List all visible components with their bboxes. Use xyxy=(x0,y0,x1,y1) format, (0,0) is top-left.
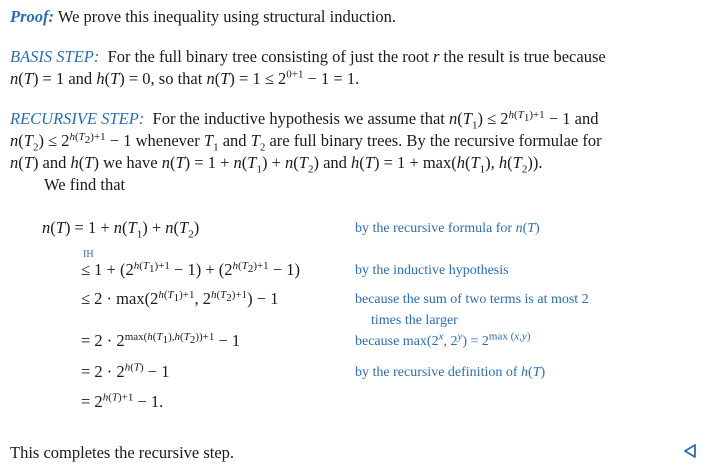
recursive-formulae: n(T) and h(T) we have $n(T) = 1 + n(T_1) + n(T_2)$ and $h(T) = 1 + \max(h(T_1)$, $h(T_2)$). xyxy=(10,153,543,176)
proof-intro xyxy=(10,6,700,28)
conclusion-text: This completes the recursive step. xyxy=(10,443,235,462)
basis-step-label: BASIS STEP: xyxy=(10,47,100,66)
derivation-step-5 xyxy=(0,362,720,384)
recursive-step xyxy=(10,108,700,196)
justification-5: by the recursive definition of h(T) xyxy=(355,365,546,380)
recursive-step-label: RECURSIVE STEP: xyxy=(10,109,145,128)
justification-1: by the recursive formula for n(T) xyxy=(355,221,540,236)
basis-step-text-end: the result is true because xyxy=(443,47,606,66)
recursive-step-text: For the inductive hypothesis we assume that xyxy=(152,109,445,128)
derivation-lhs-4: = $2 \cdot 2^{max(h(T_1),h(T_2))+1} - 1$ xyxy=(81,330,241,350)
root-symbol: r xyxy=(432,47,440,66)
justification-4: because max(2$^x$, $2^y) = 2^{max (x,y)}$ xyxy=(355,330,531,349)
justification-3: because the sum of two terms is at most 2 xyxy=(355,292,589,307)
basis-step xyxy=(10,46,700,90)
recursive-whenever: whenever xyxy=(135,131,200,150)
derivation-step-1 xyxy=(0,218,720,240)
conclusion xyxy=(10,442,700,464)
ih-marker: IH xyxy=(83,249,94,260)
justification-2: by the inductive hypothesis xyxy=(355,263,509,278)
derivation-lhs-5: = $2 \cdot 2^{h(T)} - 1$ xyxy=(81,361,170,381)
derivation-step-3 xyxy=(0,288,720,328)
derivation-lhs-6: = $2^{h(T)+1} - 1$. xyxy=(81,391,164,411)
inductive-hypothesis-t2: $n(T_2) \le 2^{h(T_2)+1} - 1$ xyxy=(10,130,132,154)
derivation-step-6 xyxy=(0,392,720,414)
trees-symbols: $T_1$ and $T_2$ xyxy=(203,131,266,154)
proof-intro-text: We prove this inequality using structural induction. xyxy=(57,7,397,26)
justification-3-cont: times the larger xyxy=(371,313,458,328)
inductive-hypothesis-t1: $n(T_1) \le 2^{h(T_1)+1} - 1$ and xyxy=(449,108,599,132)
derivation-lhs-3: ≤ $2 \cdot \max(2^{h(T_1)+1}$, $2^{h(T_2)+1}) - 1$ xyxy=(81,288,279,308)
qed-triangle-icon-svg xyxy=(683,443,697,459)
basis-step-text: For the full binary tree consisting of just the root xyxy=(107,47,429,66)
derivation-step-4 xyxy=(0,331,720,353)
derivation-lhs-1: $n(T) = 1 + n(T_1) + n(T_2)$ xyxy=(42,218,200,241)
proof-label: Proof: xyxy=(10,7,54,26)
basis-step-equation: n(T) = 1 and h(T) = 0, so that $n(T) = 1 \le 2^{0+1} - 1 = 1$. xyxy=(10,68,360,88)
we-find-that: We find that xyxy=(44,175,126,194)
recursive-line2-end: are full binary trees. By the recursive formulae for xyxy=(269,131,602,150)
derivation-step-2 xyxy=(0,260,720,282)
derivation-lhs-2: ≤ $1 + (2^{h(T_1)+1} - 1) + (2^{h(T_2)+1} - 1)$ xyxy=(81,259,300,279)
